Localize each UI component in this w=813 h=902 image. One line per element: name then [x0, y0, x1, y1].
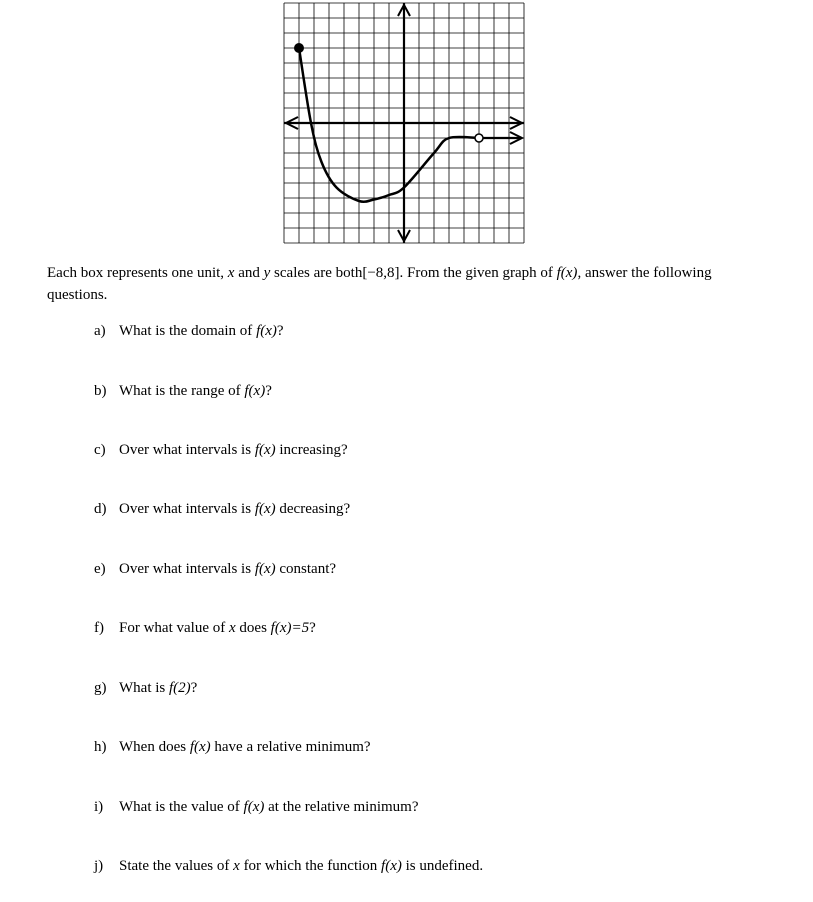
question-e: e) Over what intervals is f(x) constant? — [94, 561, 337, 577]
question-j: j) State the values of x for which the function f(x) is undefined. — [94, 858, 484, 874]
question-c: c) Over what intervals is f(x) increasing? — [94, 442, 348, 458]
question-h: h) When does f(x) have a relative minimum? — [94, 739, 371, 755]
question-i: i) What is the value of f(x) at the relative minimum? — [94, 799, 419, 815]
question-f: f) For what value of x does f(x)=5? — [94, 620, 316, 636]
function-graph — [283, 2, 529, 246]
question-d: d) Over what intervals is f(x) decreasing? — [94, 501, 351, 517]
question-b: b) What is the range of f(x)? — [94, 383, 272, 399]
open-endpoint — [475, 134, 483, 142]
question-g: g) What is f(2)? — [94, 680, 198, 696]
instructions-text: Each box represents one unit, x and y scales are both[−8,8]. From the given graph of f(x), answer the following questions. — [47, 265, 712, 303]
closed-endpoint — [295, 44, 304, 53]
question-a: a) What is the domain of f(x)? — [94, 323, 284, 339]
